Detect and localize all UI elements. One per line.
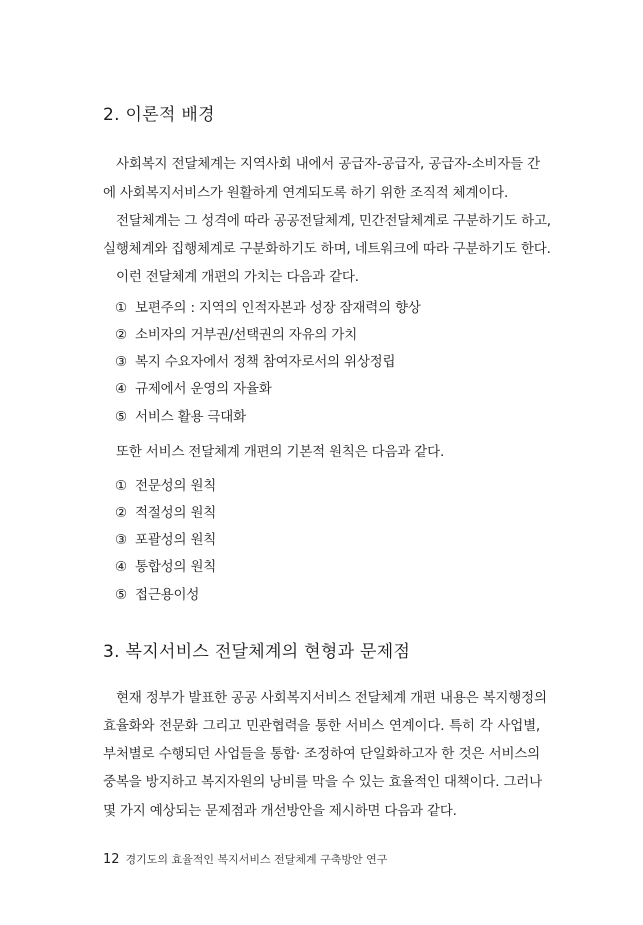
values-list-item-4	[115, 377, 272, 397]
list-number: ①	[115, 478, 127, 494]
list-text: 적절성의 원칙	[135, 505, 217, 521]
principles-list-item-4	[115, 555, 216, 575]
values-list-item-5	[115, 405, 246, 425]
page-number: 12	[103, 852, 120, 867]
section-2-heading: 2. 이론적 배경	[103, 105, 215, 125]
list-text: 서비스 활용 극대화	[135, 409, 246, 425]
values-list-item-2	[115, 323, 357, 343]
section-2-p2-line-2: 실행체계와 집행체계로 구분화하기도 하며, 네트워크에 따라 구분하기도 한다.	[103, 241, 551, 257]
list-number: ④	[115, 381, 127, 397]
principles-list-item-2	[115, 501, 216, 521]
section-3-p1-line-3: 부처별로 수행되던 사업들을 통합· 조정하여 단일화하고자 한 것은 서비스의	[103, 746, 540, 762]
list-text: 복지 수요자에서 정책 참여자로서의 위상정립	[135, 354, 396, 370]
section-2-p1-line-1: 사회복지 전달체계는 지역사회 내에서 공급자-공급자, 공급자-소비자들 간	[116, 156, 540, 172]
section-2-p2-line-1: 전달체계는 그 성격에 따라 공공전달체계, 민간전달체계로 구분하기도 하고,	[116, 213, 551, 229]
list-number: ①	[115, 300, 127, 316]
section-2-p1-line-2: 에 사회복지서비스가 원활하게 연계되도록 하기 위한 조직적 체계이다.	[103, 185, 509, 201]
list-number: ③	[115, 354, 127, 370]
list-text: 보편주의 : 지역의 인적자본과 성장 잠재력의 향상	[135, 300, 421, 316]
list-text: 포괄성의 원칙	[135, 532, 217, 548]
section-2-p4: 또한 서비스 전달체계 개편의 기본적 원칙은 다음과 같다.	[116, 444, 445, 460]
section-3-p1-line-2: 효율화와 전문화 그리고 민관협력을 통한 서비스 연계이다. 특히 각 사업별,	[103, 718, 540, 734]
list-text: 접근용이성	[135, 587, 200, 603]
section-3-p1-line-4: 중복을 방지하고 복지자원의 낭비를 막을 수 있는 효율적인 대책이다. 그러나	[103, 774, 542, 790]
section-3-p1-line-5: 몇 가지 예상되는 문제점과 개선방안을 제시하면 다음과 같다.	[103, 803, 457, 819]
list-number: ②	[115, 327, 127, 343]
list-text: 규제에서 운영의 자율화	[135, 381, 272, 397]
principles-list-item-5	[115, 583, 199, 603]
section-3-p1-line-1: 현재 정부가 발표한 공공 사회복지서비스 전달체계 개편 내용은 복지행정의	[116, 690, 547, 706]
list-number: ⑤	[115, 587, 127, 603]
values-list-item-3	[115, 350, 395, 370]
section-3-heading: 3. 복지서비스 전달체계의 현형과 문제점	[103, 642, 411, 662]
section-2-p3: 이런 전달체계 개편의 가치는 다음과 같다.	[116, 269, 359, 285]
list-number: ④	[115, 559, 127, 575]
principles-list-item-1	[115, 474, 216, 494]
running-title: 경기도의 효율적인 복지서비스 전달체계 구축방안 연구	[125, 853, 388, 866]
principles-list-item-3	[115, 528, 216, 548]
values-list-item-1	[115, 296, 421, 316]
list-number: ③	[115, 532, 127, 548]
list-text: 통합성의 원칙	[135, 559, 217, 575]
list-number: ⑤	[115, 409, 127, 425]
list-number: ②	[115, 505, 127, 521]
list-text: 전문성의 원칙	[135, 478, 217, 494]
list-text: 소비자의 거부권/선택권의 자유의 가치	[135, 327, 358, 343]
page-footer	[103, 851, 387, 867]
